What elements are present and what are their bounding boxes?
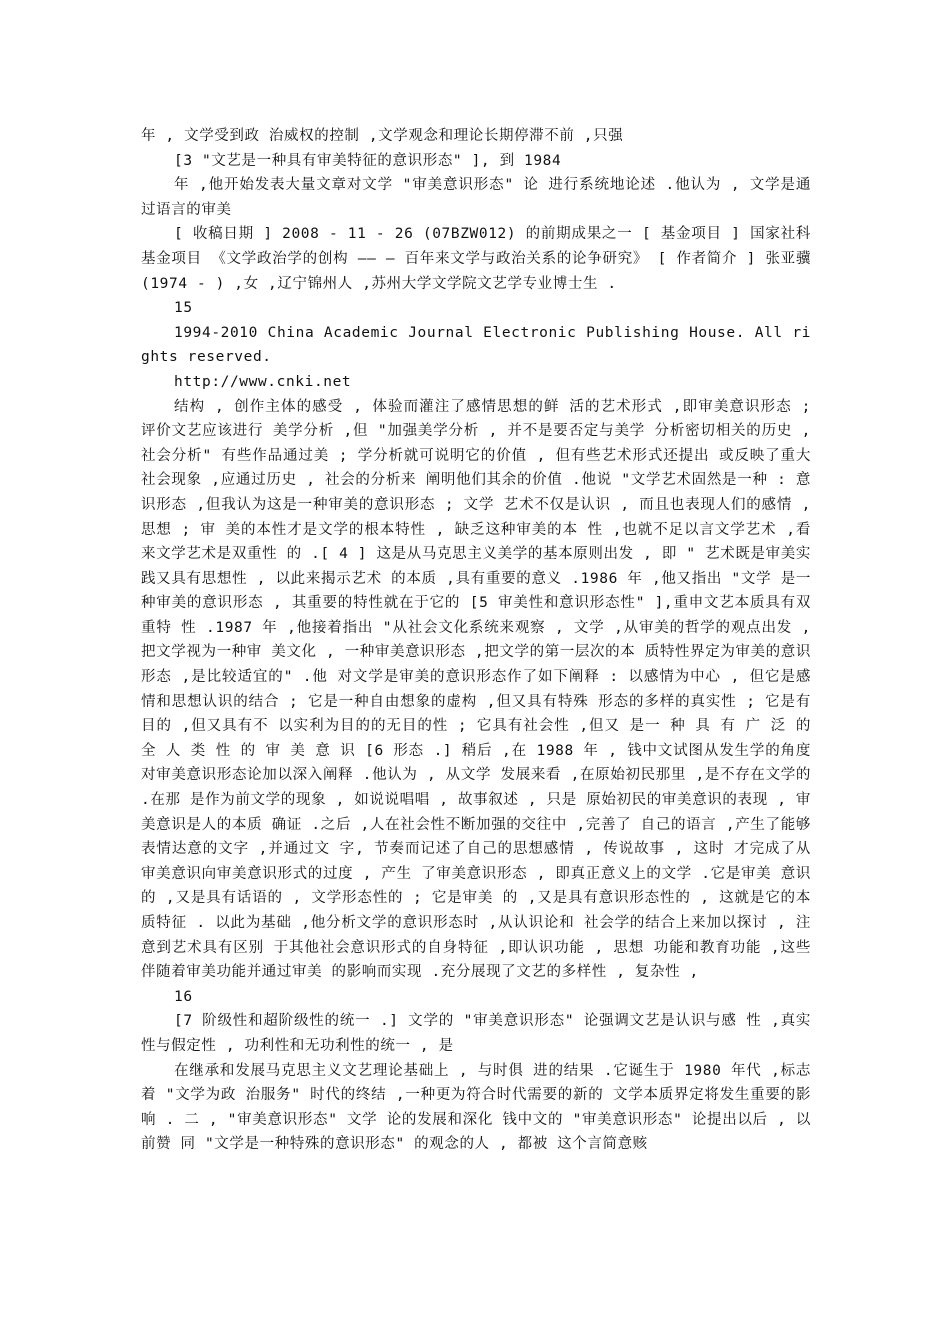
document-body: [141, 124, 811, 1157]
main-paragraph: 结构 , 创作主体的感受 , 体验而灌注了感情思想的鲜 活的艺术形式 ,即审美意识形态 ; 评价文艺应该进行 美学分析 ,但 "加强美学分析 , 并不是要否定与美学 分析密切相关的历史 , 社会分析" 有些作品通过美 ; 学分析就可说明它的价值 , 但有些艺术形式还提出 或反映了重大社会现象 ,应通过历史 , 社会的分析来 阐明他们其余的价值 .他说 "文学艺术固然是一种 : 意识形态 ,但我认为这是一种审美的意识形态 ; 文学 艺术不仅是认识 , 而且也表现人们的感情 , 思想 ; 审 美的本性才是文学的根本特性 , 缺乏这种审美的本 性 ,也就不足以言文学艺术 ,看来文学艺术是双重性 的 .[ 4 ] 这是从马克思主义美学的基本原则出发 , 即 " 艺术既是审美实践又具有思想性 , 以此来揭示艺术 的本质 ,具有重要的意义 .1986 年 ,他又指出 "文学 是一种审美的意识形态 , 其重要的特性就在于它的 [5 审美性和意识形态性" ],重申文艺本质具有双重特 性 .1987 年 ,他接着指出 "从社会文化系统来观察 , 文学 ,从审美的哲学的观点出发 ,把文学视为一种审 美文化 , 一种审美意识形态 ,把文学的第一层次的本 质特性界定为审美的意识形态 ,是比较适宜的" .他 对文学是审美的意识形态作了如下阐释 : 以感情为中心 , 但它是感情和思想认识的结合 ; 它是一种自由想象的虚构 ,但又具有特殊 形态的多样的真实性 ; 它是有目的 ,但又具有不 以实利为目的的无目的性 ; 它具有社会性 ,但又 是一 种 具 有 广 泛 的 全 人 类 性 的 审 美 意 识 [6 形态 .] 稍后 ,在 1988 年 , 钱中文试图从发生学的角度对审美意识形态论加以深入阐释 .他认为 , 从文学 发展来看 ,在原始初民那里 ,是不存在文学的 .在那 是作为前文学的现象 , 如说说唱唱 , 故事叙述 , 只是 原始初民的审美意识的表现 , 审美意识是人的本质 确证 .之后 ,人在社会性不断加强的交往中 ,完善了 自己的语言 ,产生了能够表情达意的文字 ,并通过文 字, 节奏而记述了自己的思想感情 , 传说故事 , 这时 才完成了从审美意识向审美意识形式的过度 , 产生 了审美意识形态 , 即真正意义上的文学 .它是审美 意识的 ,又是具有话语的 , 文学形态性的 ; 它是审美 的 ,又是具有意识形态性的 , 这就是它的本质特征 . 以此为基础 ,他分析文学的意识形态时 ,从认识论和 社会学的结合上来加以探讨 , 注意到艺术具有区别 于其他社会意识形式的自身特征 ,即认识功能 , 思想 功能和教育功能 ,这些伴随着审美功能并通过审美 的影响而实现 .充分展现了文艺的多样性 , 复杂性 ,: [141, 398, 811, 981]
page-number-15: 15: [174, 300, 193, 317]
copyright-notice: 1994-2010 China Academic Journal Electronic Publishing House. All rights reserved.: [141, 324, 811, 366]
paragraph-1: 年 , 文学受到政 治威权的控制 ,文学观念和理论长期停滞不前 ,只强: [141, 128, 624, 144]
funding-note-paragraph: [ 收稿日期 ] 2008 - 11 - 26 (07BZW012) 的前期成果之一 [ 基金项目 ] 国家社科基金项目 《文学政治学的创构 —— — 百年来文学与政治关系的论争研究》 [ 作者简介 ] 张亚骥 (1974 - ) ,女 ,辽宁锦州人 ,苏州大学文学院文艺学专业博士生 .: [141, 226, 811, 292]
paragraph-3: 年 ,他开始发表大量文章对文学 "审美意识形态" 论 进行系统地论述 .他认为 , 文学是通过语言的审美: [141, 177, 811, 218]
paragraph-unity: [7 阶级性和超阶级性的统一 .] 文学的 "审美意识形态" 论强调文艺是认识与感 性 ,真实性与假定性 , 功利性和无功利性的统一 , 是: [141, 1013, 811, 1054]
source-url: http://www.cnki.net: [174, 373, 352, 390]
paragraph-conclusion: 在继承和发展马克思主义文艺理论基础上 , 与时俱 进的结果 .它诞生于 1980 年代 ,标志着 "文学为政 治服务" 时代的终结 ,一种更为符合时代需要的新的 文学本质界定将发生重要的影响 . 二 , "审美意识形态" 文学 论的发展和深化 钱中文的 "审美意识形态" 论提出以后 , 以前赞 同 "文学是一种特殊的意识形态" 的观念的人 , 都被 这个言简意赅: [141, 1062, 811, 1153]
page-number-16: 16: [174, 988, 193, 1005]
paragraph-2: [3 "文艺是一种具有审美特征的意识形态" ], 到 1984: [174, 152, 562, 169]
